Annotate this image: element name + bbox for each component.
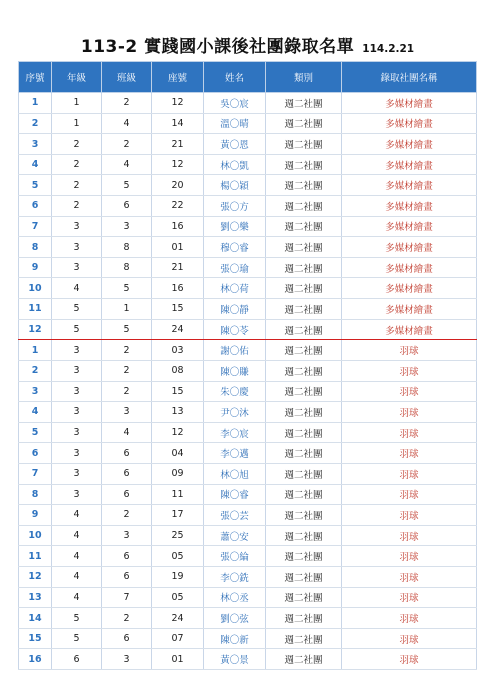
cell-seat: 08 bbox=[152, 360, 204, 381]
cell-grade: 2 bbox=[52, 175, 102, 196]
cell-class: 4 bbox=[102, 154, 152, 175]
cell-seq: 10 bbox=[19, 278, 52, 299]
cell-type: 週二社團 bbox=[266, 381, 342, 402]
cell-type: 週二社團 bbox=[266, 340, 342, 361]
table-row bbox=[19, 608, 477, 629]
cell-name: 黃〇恩 bbox=[204, 134, 266, 155]
cell-seat: 15 bbox=[152, 299, 204, 320]
cell-grade: 3 bbox=[52, 443, 102, 464]
cell-grade: 4 bbox=[52, 546, 102, 567]
cell-seq: 12 bbox=[19, 567, 52, 588]
table-row bbox=[19, 360, 477, 381]
table-row bbox=[19, 567, 477, 588]
cell-seq: 8 bbox=[19, 237, 52, 258]
cell-name: 吳〇宸 bbox=[204, 93, 266, 114]
cell-seat: 12 bbox=[152, 422, 204, 443]
cell-name: 林〇丞 bbox=[204, 587, 266, 608]
enrollment-table bbox=[18, 61, 477, 670]
cell-type: 週二社團 bbox=[266, 463, 342, 484]
cell-seat: 04 bbox=[152, 443, 204, 464]
cell-club: 多媒材繪畫 bbox=[342, 237, 477, 258]
cell-seat: 24 bbox=[152, 319, 204, 340]
cell-class: 5 bbox=[102, 175, 152, 196]
cell-grade: 1 bbox=[52, 93, 102, 114]
cell-seat: 21 bbox=[152, 134, 204, 155]
cell-seat: 17 bbox=[152, 505, 204, 526]
cell-seq: 3 bbox=[19, 381, 52, 402]
table-row bbox=[19, 93, 477, 114]
cell-name: 李〇宸 bbox=[204, 422, 266, 443]
cell-grade: 2 bbox=[52, 196, 102, 217]
cell-class: 2 bbox=[102, 93, 152, 114]
table-row bbox=[19, 154, 477, 175]
cell-seq: 5 bbox=[19, 422, 52, 443]
cell-class: 8 bbox=[102, 237, 152, 258]
cell-type: 週二社團 bbox=[266, 154, 342, 175]
cell-seq: 4 bbox=[19, 154, 52, 175]
cell-name: 黃〇景 bbox=[204, 649, 266, 670]
cell-grade: 5 bbox=[52, 608, 102, 629]
cell-class: 6 bbox=[102, 546, 152, 567]
column-header-class: 班級 bbox=[102, 62, 152, 93]
cell-grade: 3 bbox=[52, 216, 102, 237]
cell-grade: 5 bbox=[52, 628, 102, 649]
cell-seq: 10 bbox=[19, 525, 52, 546]
cell-name: 楊〇穎 bbox=[204, 175, 266, 196]
cell-name: 張〇綸 bbox=[204, 546, 266, 567]
cell-club: 多媒材繪畫 bbox=[342, 113, 477, 134]
cell-type: 週二社團 bbox=[266, 649, 342, 670]
cell-type: 週二社團 bbox=[266, 525, 342, 546]
cell-name: 林〇凱 bbox=[204, 154, 266, 175]
cell-seat: 20 bbox=[152, 175, 204, 196]
cell-seq: 6 bbox=[19, 196, 52, 217]
cell-seq: 11 bbox=[19, 546, 52, 567]
cell-class: 3 bbox=[102, 216, 152, 237]
cell-seat: 01 bbox=[152, 237, 204, 258]
document-title-area bbox=[0, 32, 495, 57]
cell-seat: 07 bbox=[152, 628, 204, 649]
cell-class: 1 bbox=[102, 299, 152, 320]
cell-seq: 15 bbox=[19, 628, 52, 649]
cell-club: 多媒材繪畫 bbox=[342, 299, 477, 320]
cell-club: 羽球 bbox=[342, 587, 477, 608]
cell-name: 陳〇靜 bbox=[204, 299, 266, 320]
cell-type: 週二社團 bbox=[266, 546, 342, 567]
cell-class: 5 bbox=[102, 278, 152, 299]
cell-seat: 16 bbox=[152, 216, 204, 237]
table-row bbox=[19, 216, 477, 237]
cell-grade: 2 bbox=[52, 134, 102, 155]
cell-grade: 4 bbox=[52, 587, 102, 608]
cell-class: 7 bbox=[102, 587, 152, 608]
cell-class: 5 bbox=[102, 319, 152, 340]
cell-club: 羽球 bbox=[342, 402, 477, 423]
table-row bbox=[19, 525, 477, 546]
cell-type: 週二社團 bbox=[266, 134, 342, 155]
cell-club: 羽球 bbox=[342, 546, 477, 567]
cell-seq: 1 bbox=[19, 340, 52, 361]
cell-name: 張〇方 bbox=[204, 196, 266, 217]
cell-seat: 14 bbox=[152, 113, 204, 134]
column-header-grade: 年級 bbox=[52, 62, 102, 93]
cell-name: 謝〇佑 bbox=[204, 340, 266, 361]
cell-name: 朱〇慶 bbox=[204, 381, 266, 402]
table-row bbox=[19, 402, 477, 423]
cell-seq: 4 bbox=[19, 402, 52, 423]
cell-club: 羽球 bbox=[342, 608, 477, 629]
table-row bbox=[19, 196, 477, 217]
cell-class: 6 bbox=[102, 463, 152, 484]
cell-class: 4 bbox=[102, 113, 152, 134]
cell-type: 週二社團 bbox=[266, 216, 342, 237]
cell-class: 6 bbox=[102, 484, 152, 505]
cell-seq: 16 bbox=[19, 649, 52, 670]
table-row bbox=[19, 278, 477, 299]
cell-grade: 3 bbox=[52, 360, 102, 381]
cell-club: 多媒材繪畫 bbox=[342, 93, 477, 114]
cell-club: 羽球 bbox=[342, 505, 477, 526]
table-row bbox=[19, 134, 477, 155]
cell-type: 週二社團 bbox=[266, 360, 342, 381]
cell-class: 2 bbox=[102, 340, 152, 361]
cell-type: 週二社團 bbox=[266, 257, 342, 278]
table-row bbox=[19, 546, 477, 567]
cell-type: 週二社團 bbox=[266, 484, 342, 505]
table-row bbox=[19, 649, 477, 670]
cell-club: 多媒材繪畫 bbox=[342, 134, 477, 155]
table-body bbox=[19, 93, 477, 670]
cell-seq: 14 bbox=[19, 608, 52, 629]
cell-seq: 7 bbox=[19, 463, 52, 484]
table-row bbox=[19, 237, 477, 258]
cell-name: 張〇芸 bbox=[204, 505, 266, 526]
table-row bbox=[19, 299, 477, 320]
cell-grade: 4 bbox=[52, 278, 102, 299]
cell-grade: 4 bbox=[52, 567, 102, 588]
cell-grade: 3 bbox=[52, 340, 102, 361]
cell-seq: 13 bbox=[19, 587, 52, 608]
cell-class: 2 bbox=[102, 381, 152, 402]
cell-type: 週二社團 bbox=[266, 113, 342, 134]
cell-club: 羽球 bbox=[342, 628, 477, 649]
cell-type: 週二社團 bbox=[266, 93, 342, 114]
cell-class: 2 bbox=[102, 505, 152, 526]
table-row bbox=[19, 463, 477, 484]
cell-club: 羽球 bbox=[342, 443, 477, 464]
cell-seq: 5 bbox=[19, 175, 52, 196]
cell-grade: 4 bbox=[52, 525, 102, 546]
cell-grade: 3 bbox=[52, 257, 102, 278]
cell-class: 2 bbox=[102, 608, 152, 629]
cell-name: 穆〇睿 bbox=[204, 237, 266, 258]
cell-club: 多媒材繪畫 bbox=[342, 278, 477, 299]
table-row bbox=[19, 175, 477, 196]
cell-seat: 22 bbox=[152, 196, 204, 217]
cell-seq: 3 bbox=[19, 134, 52, 155]
cell-type: 週二社團 bbox=[266, 608, 342, 629]
cell-club: 羽球 bbox=[342, 525, 477, 546]
column-header-club: 錄取社團名稱 bbox=[342, 62, 477, 93]
cell-type: 週二社團 bbox=[266, 319, 342, 340]
cell-type: 週二社團 bbox=[266, 443, 342, 464]
cell-club: 羽球 bbox=[342, 463, 477, 484]
cell-class: 3 bbox=[102, 525, 152, 546]
cell-seq: 8 bbox=[19, 484, 52, 505]
cell-seat: 01 bbox=[152, 649, 204, 670]
cell-seq: 12 bbox=[19, 319, 52, 340]
cell-name: 陳〇苓 bbox=[204, 319, 266, 340]
cell-seat: 19 bbox=[152, 567, 204, 588]
cell-seat: 11 bbox=[152, 484, 204, 505]
cell-class: 2 bbox=[102, 360, 152, 381]
table-row bbox=[19, 505, 477, 526]
cell-grade: 3 bbox=[52, 237, 102, 258]
cell-class: 2 bbox=[102, 134, 152, 155]
cell-type: 週二社團 bbox=[266, 175, 342, 196]
cell-type: 週二社團 bbox=[266, 402, 342, 423]
cell-type: 週二社團 bbox=[266, 278, 342, 299]
cell-club: 多媒材繪畫 bbox=[342, 216, 477, 237]
cell-grade: 5 bbox=[52, 299, 102, 320]
cell-class: 6 bbox=[102, 567, 152, 588]
cell-seat: 12 bbox=[152, 93, 204, 114]
cell-club: 羽球 bbox=[342, 567, 477, 588]
cell-name: 李〇銑 bbox=[204, 567, 266, 588]
cell-seat: 21 bbox=[152, 257, 204, 278]
cell-seat: 15 bbox=[152, 381, 204, 402]
cell-name: 陳〇睿 bbox=[204, 484, 266, 505]
cell-type: 週二社團 bbox=[266, 587, 342, 608]
cell-class: 6 bbox=[102, 443, 152, 464]
cell-grade: 3 bbox=[52, 402, 102, 423]
cell-seat: 05 bbox=[152, 587, 204, 608]
cell-grade: 3 bbox=[52, 381, 102, 402]
table-row bbox=[19, 319, 477, 340]
cell-seq: 7 bbox=[19, 216, 52, 237]
cell-name: 張〇瑜 bbox=[204, 257, 266, 278]
cell-name: 劉〇樂 bbox=[204, 216, 266, 237]
cell-seq: 2 bbox=[19, 360, 52, 381]
cell-grade: 3 bbox=[52, 422, 102, 443]
cell-club: 多媒材繪畫 bbox=[342, 154, 477, 175]
cell-class: 3 bbox=[102, 649, 152, 670]
cell-club: 多媒材繪畫 bbox=[342, 175, 477, 196]
cell-grade: 1 bbox=[52, 113, 102, 134]
cell-seq: 9 bbox=[19, 505, 52, 526]
cell-type: 週二社團 bbox=[266, 196, 342, 217]
cell-type: 週二社團 bbox=[266, 237, 342, 258]
cell-seat: 12 bbox=[152, 154, 204, 175]
column-header-name: 姓名 bbox=[204, 62, 266, 93]
cell-type: 週二社團 bbox=[266, 422, 342, 443]
cell-club: 羽球 bbox=[342, 422, 477, 443]
cell-class: 6 bbox=[102, 196, 152, 217]
cell-grade: 3 bbox=[52, 484, 102, 505]
cell-type: 週二社團 bbox=[266, 628, 342, 649]
cell-class: 4 bbox=[102, 422, 152, 443]
cell-type: 週二社團 bbox=[266, 567, 342, 588]
cell-seat: 09 bbox=[152, 463, 204, 484]
cell-grade: 3 bbox=[52, 463, 102, 484]
cell-grade: 6 bbox=[52, 649, 102, 670]
cell-name: 溫〇晴 bbox=[204, 113, 266, 134]
table-row bbox=[19, 113, 477, 134]
cell-name: 劉〇弦 bbox=[204, 608, 266, 629]
table-row bbox=[19, 484, 477, 505]
cell-club: 羽球 bbox=[342, 649, 477, 670]
cell-seat: 05 bbox=[152, 546, 204, 567]
cell-seat: 03 bbox=[152, 340, 204, 361]
cell-name: 蕭〇安 bbox=[204, 525, 266, 546]
cell-name: 陳〇新 bbox=[204, 628, 266, 649]
cell-seq: 1 bbox=[19, 93, 52, 114]
cell-grade: 2 bbox=[52, 154, 102, 175]
cell-name: 尹〇沐 bbox=[204, 402, 266, 423]
cell-class: 8 bbox=[102, 257, 152, 278]
date-label: 114.2.21 bbox=[362, 43, 415, 55]
table-header-row bbox=[19, 62, 477, 93]
cell-seq: 11 bbox=[19, 299, 52, 320]
cell-type: 週二社團 bbox=[266, 505, 342, 526]
cell-club: 羽球 bbox=[342, 360, 477, 381]
cell-type: 週二社團 bbox=[266, 299, 342, 320]
cell-class: 6 bbox=[102, 628, 152, 649]
cell-club: 多媒材繪畫 bbox=[342, 319, 477, 340]
cell-name: 李〇邁 bbox=[204, 443, 266, 464]
cell-club: 羽球 bbox=[342, 340, 477, 361]
cell-name: 陳〇賺 bbox=[204, 360, 266, 381]
cell-seq: 6 bbox=[19, 443, 52, 464]
table-row bbox=[19, 443, 477, 464]
cell-club: 多媒材繪畫 bbox=[342, 196, 477, 217]
table-row bbox=[19, 257, 477, 278]
page-title: 113-2 實踐國小課後社團錄取名單 bbox=[80, 37, 355, 57]
cell-seat: 25 bbox=[152, 525, 204, 546]
column-header-type: 類別 bbox=[266, 62, 342, 93]
cell-name: 林〇荷 bbox=[204, 278, 266, 299]
cell-club: 羽球 bbox=[342, 484, 477, 505]
table-row bbox=[19, 340, 477, 361]
cell-class: 3 bbox=[102, 402, 152, 423]
table-row bbox=[19, 628, 477, 649]
column-header-seat: 座號 bbox=[152, 62, 204, 93]
column-header-seq: 序號 bbox=[19, 62, 52, 93]
cell-seat: 16 bbox=[152, 278, 204, 299]
table-row bbox=[19, 381, 477, 402]
cell-club: 多媒材繪畫 bbox=[342, 257, 477, 278]
cell-seat: 13 bbox=[152, 402, 204, 423]
cell-seat: 24 bbox=[152, 608, 204, 629]
cell-name: 林〇旭 bbox=[204, 463, 266, 484]
cell-grade: 4 bbox=[52, 505, 102, 526]
cell-seq: 9 bbox=[19, 257, 52, 278]
cell-grade: 5 bbox=[52, 319, 102, 340]
table-row bbox=[19, 422, 477, 443]
cell-seq: 2 bbox=[19, 113, 52, 134]
table-row bbox=[19, 587, 477, 608]
cell-club: 羽球 bbox=[342, 381, 477, 402]
